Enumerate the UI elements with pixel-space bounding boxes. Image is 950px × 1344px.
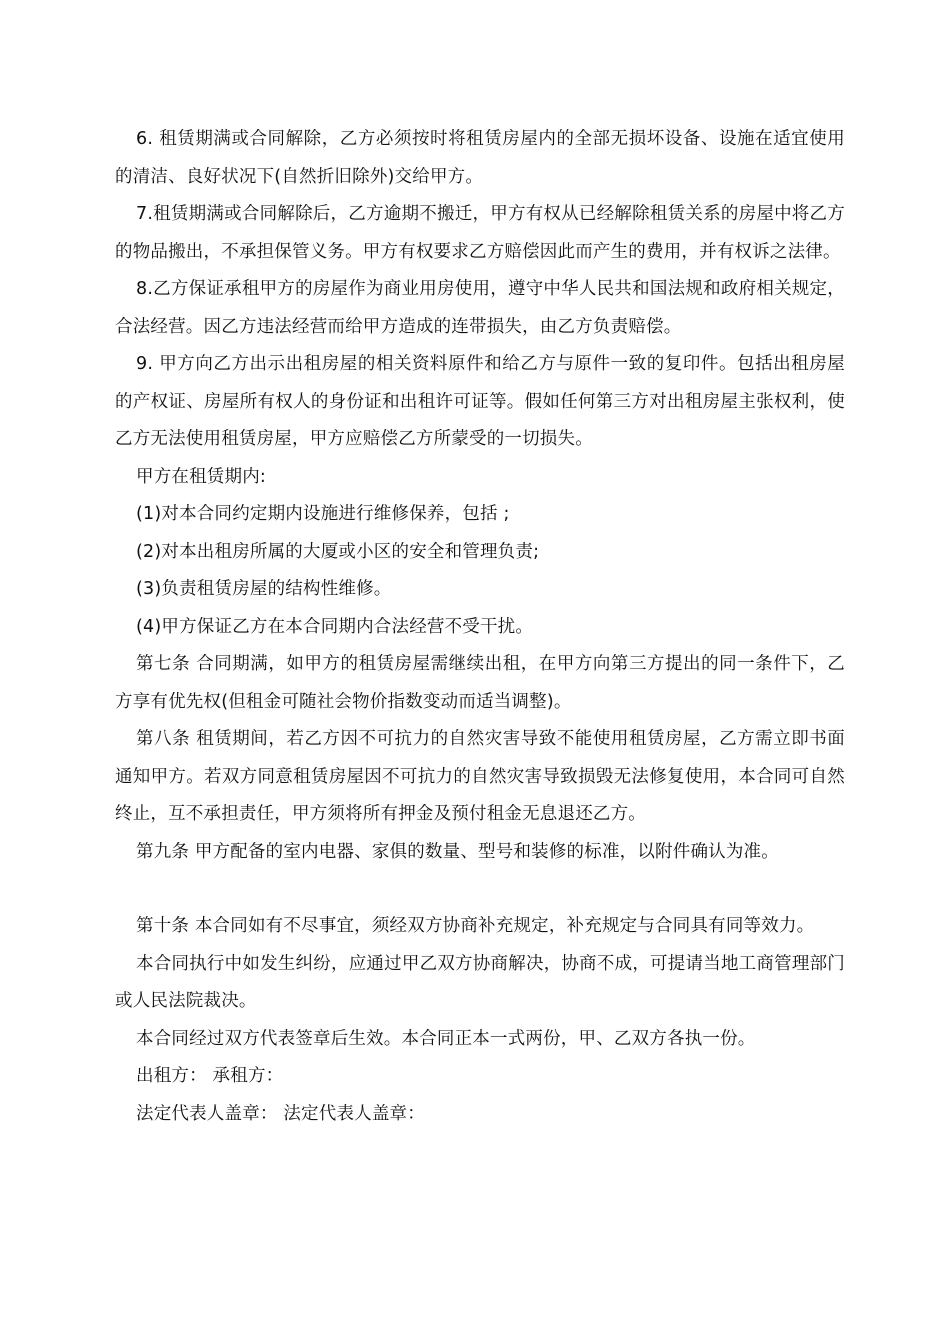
clause-6: 6. 租赁期满或合同解除，乙方必须按时将租赁房屋内的全部无损坏设备、设施在适宜使用的清洁、良好状况下(自然折旧除外)交给甲方。 bbox=[115, 129, 845, 187]
blank-line bbox=[115, 871, 845, 908]
article-10: 第十条 本合同如有不尽事宜，须经双方协商补充规定，补充规定与合同具有同等效力。 bbox=[136, 916, 815, 936]
clause-8: 8.乙方保证承租甲方的房屋作为商业用房使用，遵守中华人民共和国法规和政府相关规定，合法经营。因乙方违法经营而给甲方造成的连带损失，由乙方负责赔偿。 bbox=[115, 279, 845, 337]
effectiveness-clause: 本合同经过双方代表签章后生效。本合同正本一式两份，甲、乙双方各执一份。 bbox=[136, 1028, 756, 1049]
lessor-duties-heading: 甲方在租赁期内: bbox=[136, 466, 266, 487]
parties-line: 出租方： 承租方： bbox=[136, 1066, 284, 1086]
lessor-duty-1: (1)对本合同约定期内设施进行维修保养，包括 ; bbox=[136, 504, 510, 524]
clause-9: 9. 甲方向乙方出示出租房屋的相关资料原件和给乙方与原件一致的复印件。包括出租房屋的产权证、房屋所有权人的身份证和出租许可证等。假如任何第三方对出租房屋主张权利，使乙方无法使用租赁房屋，甲方应赔偿乙方所蒙受的一切损失。 bbox=[115, 354, 845, 449]
document-body bbox=[115, 121, 845, 1133]
signature-line: 法定代表人盖章： 法定代表人盖章： bbox=[136, 1103, 425, 1124]
lessor-duty-3: (3)负责租赁房屋的结构性维修。 bbox=[136, 579, 392, 599]
lessor-duty-4: (4)甲方保证乙方在本合同期内合法经营不受干扰。 bbox=[136, 616, 534, 637]
clause-7: 7.租赁期满或合同解除后，乙方逾期不搬迁，甲方有权从已经解除租赁关系的房屋中将乙方的物品搬出，不承担保管义务。甲方有权要求乙方赔偿因此而产生的费用，并有权诉之法律。 bbox=[115, 204, 845, 262]
dispute-clause: 本合同执行中如发生纠纷，应通过甲乙双方协商解决，协商不成，可提请当地工商管理部门或人民法院裁决。 bbox=[115, 953, 845, 1011]
article-8: 第八条 租赁期间，若乙方因不可抗力的自然灾害导致不能使用租赁房屋，乙方需立即书面通知甲方。若双方同意租赁房屋因不可抗力的自然灾害导致损毁无法修复使用，本合同可自然终止，互不承担责任，甲方须将所有押金及预付租金无息退还乙方。 bbox=[115, 729, 845, 824]
article-9: 第九条 甲方配备的室内电器、家俱的数量、型号和装修的标准，以附件确认为准。 bbox=[136, 841, 779, 862]
article-7: 第七条 合同期满，如甲方的租赁房屋需继续出租，在甲方向第三方提出的同一条件下，乙方享有优先权(但租金可随社会物价指数变动而适当调整)。 bbox=[115, 654, 845, 712]
lessor-duty-2: (2)对本出租房所属的大厦或小区的安全和管理负责; bbox=[136, 541, 540, 562]
